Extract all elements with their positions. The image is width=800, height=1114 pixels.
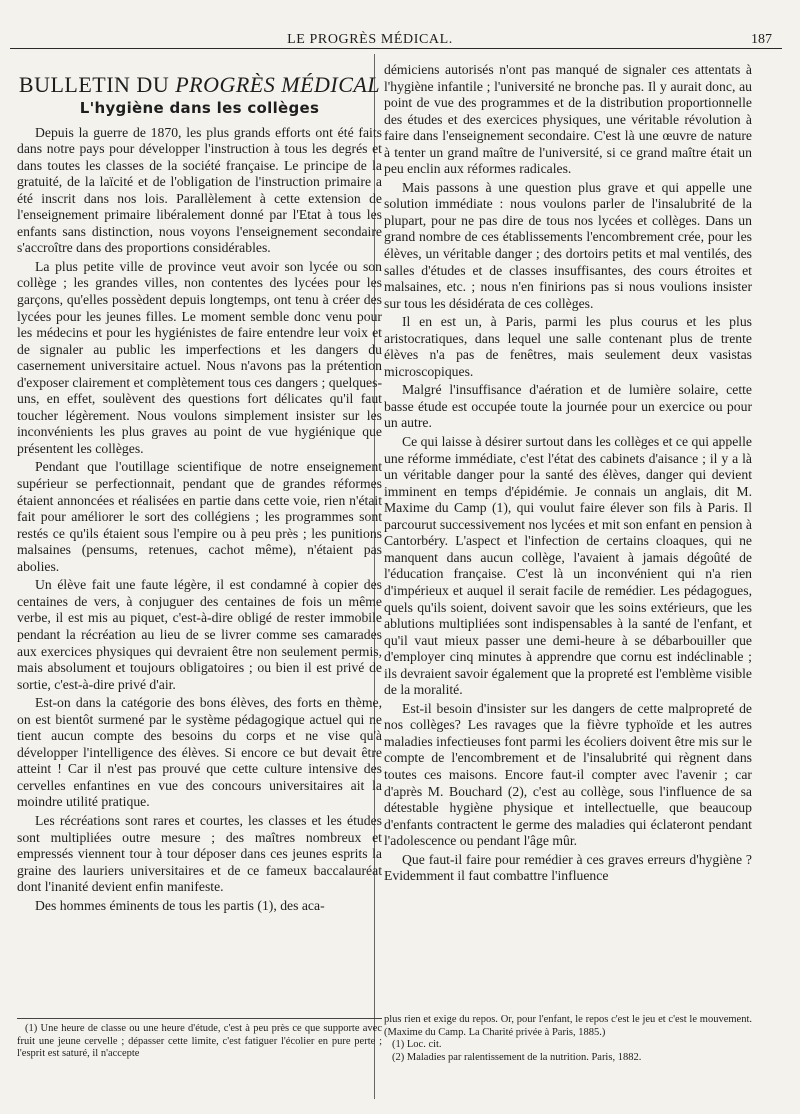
- paragraph: Pendant que l'outillage scientifique de notre enseignement supérieur se perfectionnait, pendant que de grandes réformes étaient annoncées et réalisées en partie dans cette voie, rien n'était fait pour améliorer le sort des collégiens ; les programmes sont restés ce qu'ils étaient sous l'empire ou à peu près ; les punitions malsaines (pensums, retenues, cachot même), n'étaient pas abolies.: [17, 459, 382, 574]
- paragraph: Mais passons à une question plus grave et qui appelle une solution immédiate : nous voulons parler de l'insalubrité de la plupart, pour ne pas dire de tous nos lycées et collèges. Dans un grand nombre de ces établissements l'encombrement crée, pour les élèves, un véritable danger ; des dortoirs petits et mal ventilés, des salles d'études et de classes insuffisantes, des cours étroites et malsaines, etc. ; nous n'en finirions pas si nous voulions insister sur tous les désidérata de ces collèges.: [384, 179, 752, 311]
- footnote: (2) Maladies par ralentissement de la nutrition. Paris, 1882.: [392, 1051, 642, 1063]
- paragraph: La plus petite ville de province veut avoir son lycée ou son collège ; les grandes villes, non contentes des lycées pour les garçons, qu'elles possèdent depuis longtemps, ont tenu à créer des lycées pour les jeunes filles. Le moment semble donc venu pour les médecins et pour les hygiénistes de faire entendre leur voix et de signaler au public les imperfections et les dangers du casernement universitaire actuel. Nous n'avons pas la prétention d'exposer clairement et complètement tous ces dangers ; quelques-uns, en effet, soulèvent des questions fort délicates qu'il faut toucher légèrement. Nous voulons simplement insister sur les inconvénients les plus graves au point de vue hygiénique que présentent les collèges.: [17, 258, 382, 456]
- paragraph: Depuis la guerre de 1870, les plus grands efforts ont été faits dans notre pays pour développer l'instruction à tous les degrés et dans toutes les classes de la société française. Le principe de la gratuité, de la laïcité et de l'obligation de l'instruction primaire a été inscrit dans nos lois. Parallèlement à cette extension de l'enseignement primaire libéralement donné par l'Etat à tous les enfants sans distinction, nous voyons l'enseignement secondaire s'accroître dans des proportions considérables.: [17, 124, 382, 256]
- paragraph: Que faut-il faire pour remédier à ces graves erreurs d'hygiène ? Evidemment il faut combattre l'influence: [384, 851, 752, 884]
- footnotes-right: [384, 1010, 752, 1064]
- bulletin-title-italic: PROGRÈS MÉDICAL: [175, 72, 381, 97]
- bulletin-title-prefix: BULLETIN DU: [18, 72, 170, 97]
- paragraph: Ce qui laisse à désirer surtout dans les collèges et ce qui appelle une réforme immédiate, c'est l'état des cabinets d'aisance ; il y a là un véritable danger pour la santé des élèves, danger qui devient imminent en temps d'épidémie. Je connais un anglais, dit M. Maxime du Camp (1), qui voulut faire élever son fils à Paris. Il parcourut successivement nos lycées et mit son enfant en pension à Cantorbéry. L'aspect et l'infection de certains cloaques, qui ne manquent dans aucun collège, l'avaient à jamais dégoûté de l'éducation française. C'est là un inconvénient qui n'a rien d'impérieux et auquel il serait facile de remédier. Les pédagogues, quels qu'ils soient, doivent savoir que les soins extérieurs, que les ablutions multipliées sont indispensables à la santé de l'enfant, et qu'il vaut mieux passer une demi-heure à se débarbouiller que d'employer cinq minutes à apprendre que cornu est indéclinable ; ils devraient savoir également que la propreté est l'emblème visible de la moralité.: [384, 434, 752, 698]
- paragraph: Il en est un, à Paris, parmi les plus courus et les plus aristocratiques, dans lequel une salle contenant plus de trente élèves n'a pas de fenêtres, mais seulement deux vasistas microscopiques.: [384, 314, 752, 379]
- footnote: (1) Une heure de classe ou une heure d'étude, c'est à peu près ce que supporte avec fruit une jeune cervelle ; dépasser cette limite, c'est fatiguer l'écolier en pure perte ; l'esprit est saturé, il n'accepte: [17, 1023, 382, 1059]
- bulletin-title: [17, 72, 382, 98]
- paragraph: Un élève fait une faute légère, il est condamné à copier des centaines de vers, à conjuguer des centaines de fois un même verbe, il est mis au piquet, c'est-à-dire obligé de rester immobile pendant la récréation au lieu de se livrer comme ses camarades aux exercices physiques qui devraient être non seulement permis, mais absolument et toujours obligatoires ; ou bien il est privé de sortie, c'est-à-dire privé d'air.: [17, 577, 382, 692]
- running-title: LE PROGRÈS MÉDICAL.: [287, 32, 453, 47]
- paragraph: Est-il besoin d'insister sur les dangers de cette malpropreté de nos collèges? Les ravages que la fièvre typhoïde et les autres maladies infectieuses font parmi les écoliers doivent être mis sur le compte de l'encombrement et de l'insalubrité qui règnent dans toutes ces maisons. Encore faut-il compter avec l'avenir ; car d'après M. Bouchard (2), c'est au collège, sous l'influence de sa détestable hygiène physique et intellectuelle, que beaucoup d'enfants contractent le germe des maladies qui éclateront pendant l'adolescence ou pendant l'âge mûr.: [384, 700, 752, 849]
- paragraph: démiciens autorisés n'ont pas manqué de signaler ces attentats à l'hygiène infantile ; l'université ne bronche pas. Il y aurait donc, au point de vue des programmes et de la distribution proportionnelle des études et des exercices physiques, une véritable révolution à faire dans l'enseignement secondaire. C'est là une œuvre de nature à tenter un grand maître de l'université, si ce grand maître était un peu enclin aux réformes radicales.: [384, 62, 752, 177]
- footnote: plus rien et exige du repos. Or, pour l'enfant, le repos c'est le jeu et c'est le mouvement. (Maxime du Camp. La Charité privée à Paris, 1885.): [384, 1014, 752, 1038]
- header-rule: [10, 48, 782, 49]
- right-column: [384, 62, 752, 1107]
- paragraph: Malgré l'insuffisance d'aération et de lumière solaire, cette basse étude est occupée toute la journée pour un exercice ou pour un autre.: [384, 382, 752, 431]
- page-number: 187: [751, 32, 772, 47]
- footnote: (1) Loc. cit.: [392, 1039, 442, 1050]
- left-column: [17, 62, 382, 1107]
- article-title: L'hygiène dans les collèges: [79, 99, 320, 117]
- paragraph: Est-on dans la catégorie des bons élèves, des forts en thème, on est bientôt surmené par le système pédagogique actuel qui ne tient aucun compte des besoins du corps et ne vise qu'à développer l'intelligence des élèves. Si encore ce but devait être atteint ! Car il n'est pas prouvé que cette culture intensive des cervelles enfantines en vue des concours universitaires ait la moindre utilité pratique.: [17, 695, 382, 810]
- paragraph: Des hommes éminents de tous les partis (1), des aca-: [35, 897, 325, 913]
- footnotes-left: [17, 1018, 382, 1061]
- paragraph: Les récréations sont rares et courtes, les classes et les études sont multipliées outre mesure ; des maîtres nombreux et empressés viennent tour à tour déposer dans ces jeunes esprits la graine des lauriers universitaires et de ce fameux baccalauréat dont l'inanité devient enfin manifeste.: [17, 812, 382, 895]
- running-head: [0, 30, 800, 50]
